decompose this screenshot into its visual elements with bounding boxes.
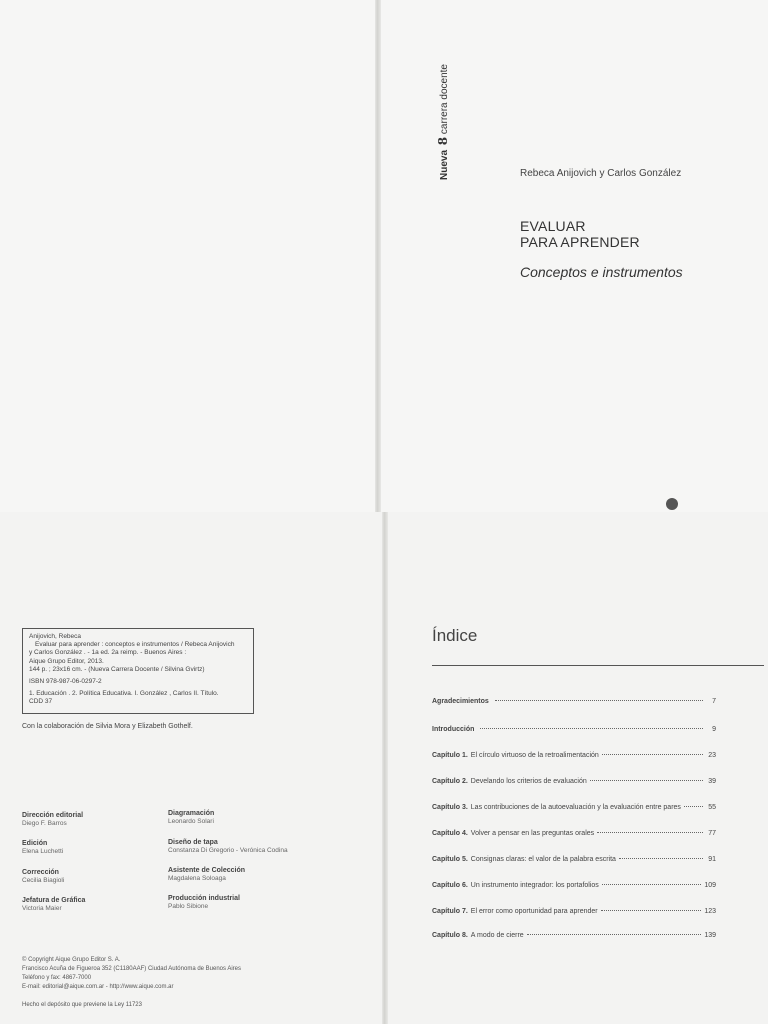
index-entry	[432, 804, 716, 811]
credit-name: Victoria Maier	[22, 905, 62, 912]
entry-leader	[597, 832, 703, 833]
entry-label: Introducción	[432, 726, 475, 733]
entry-page: 39	[708, 778, 716, 785]
entry-text: Volver a pensar en las preguntas orales	[470, 830, 595, 837]
catalog-line: 1. Educación . 2. Política Educativa. I. González , Carlos II. Título.	[29, 690, 219, 698]
index-rule	[432, 665, 764, 666]
entry-leader	[602, 884, 702, 885]
credit-role: Corrección	[22, 869, 59, 876]
entry-text: Develando los criterios de evaluación	[470, 778, 587, 785]
credit-name: Cecilia Biagioli	[22, 877, 65, 884]
credit-edition	[22, 840, 63, 856]
legal-line: © Copyright Aique Grupo Editor S. A.	[22, 957, 121, 963]
entry-text: Un instrumento integrador: los portafolios	[470, 882, 599, 889]
entry-leader	[601, 910, 702, 911]
catalog-card	[22, 628, 254, 714]
index-entry	[432, 752, 716, 759]
catalog-line: 144 p. ; 23x16 cm. - (Nueva Carrera Docente / Silvina Gvirtz)	[29, 665, 205, 673]
entry-page: 91	[708, 856, 716, 863]
entry-leader	[527, 934, 702, 935]
series-name	[436, 30, 454, 180]
credit-role: Edición	[22, 840, 48, 847]
entry-text: Consignas claras: el valor de la palabra escrita	[470, 856, 616, 863]
book-title-line2: PARA APRENDER	[520, 234, 640, 250]
credit-role: Producción industrial	[168, 895, 240, 902]
credit-cover-design	[168, 839, 288, 855]
index-entry	[432, 830, 716, 837]
credit-graphics-lead	[22, 897, 85, 913]
series-label: carrera docente	[439, 64, 450, 135]
credit-name: Diego F. Barros	[22, 820, 67, 827]
series-word: Nueva	[439, 149, 450, 180]
legal-line: E-mail: editorial@aique.com.ar - http://www.aique.com.ar	[22, 984, 174, 990]
index-entry	[432, 932, 716, 939]
series-symbol: 8	[436, 136, 450, 146]
entry-label: Capítulo 3.	[432, 804, 468, 811]
legal-line: Hecho el depósito que previene la Ley 11723	[22, 1002, 142, 1008]
entry-page: 123	[704, 908, 716, 915]
entry-text: A modo de cierre	[470, 932, 524, 939]
entry-page: 55	[708, 804, 716, 811]
entry-leader	[684, 806, 703, 807]
credit-role: Dirección editorial	[22, 812, 84, 819]
copyright-block	[22, 956, 241, 1010]
index-entry	[432, 856, 716, 863]
legal-line: Francisco Acuña de Figueroa 352 (C1180AAF) Ciudad Autónoma de Buenos Aires	[22, 966, 242, 972]
page-fold	[375, 0, 381, 512]
catalog-line: Anijovich, Rebeca	[29, 633, 82, 640]
entry-page: 139	[704, 932, 716, 939]
catalog-line: Evaluar para aprender : conceptos e instrumentos / Rebeca Anijovich	[35, 641, 235, 649]
page-fold	[382, 512, 388, 1024]
entry-text: Las contribuciones de la autoevaluación y la evaluación entre pares	[470, 804, 681, 811]
entry-page: 7	[712, 698, 716, 705]
credit-name: Pablo Sibione	[168, 903, 209, 910]
entry-label: Agradecimientos	[432, 698, 489, 705]
entry-page: 77	[708, 830, 716, 837]
credit-name: Constanza Di Gregorio - Verónica Codina	[168, 847, 288, 854]
credit-collection-assistant	[168, 867, 245, 883]
index-entry	[432, 778, 716, 785]
credit-name: Elena Luchetti	[22, 848, 64, 855]
credit-proofreading	[22, 869, 64, 885]
index-entry	[432, 908, 716, 915]
index-entry	[432, 698, 716, 705]
catalog-isbn: ISBN 978-987-06-0297-2	[29, 678, 102, 686]
entry-text: El error como oportunidad para aprender	[470, 908, 598, 915]
entry-label: Capítulo 8.	[432, 932, 468, 939]
catalog-line: CDD 37	[29, 698, 53, 706]
credit-role: Asistente de Colección	[168, 867, 246, 874]
entry-label: Capítulo 1.	[432, 752, 468, 759]
entry-text: El círculo virtuoso de la retroalimentación	[470, 752, 599, 759]
credit-name: Leonardo Solari	[168, 818, 214, 825]
entry-label: Capítulo 7.	[432, 908, 468, 915]
entry-leader	[480, 728, 703, 729]
credit-industrial-production	[168, 895, 240, 911]
catalog-line: y Carlos González . - 1a ed. 2a reimp. - Buenos Aires :	[29, 649, 187, 657]
credit-name: Magdalena Soloaga	[168, 875, 226, 882]
entry-label: Capítulo 2.	[432, 778, 468, 785]
entry-page: 109	[704, 882, 716, 889]
credits-index-spread	[0, 512, 768, 1024]
credit-editorial-direction	[22, 812, 83, 828]
credit-role: Diseño de tapa	[168, 839, 218, 846]
book-title-line1: EVALUAR	[520, 218, 586, 234]
entry-label: Capítulo 4.	[432, 830, 468, 837]
credit-role: Diagramación	[168, 810, 215, 817]
legal-line: Teléfono y fax: 4867-7000	[22, 975, 92, 981]
entry-page: 9	[712, 726, 716, 733]
index-entry	[432, 882, 716, 889]
entry-leader	[590, 780, 703, 781]
catalog-line: Aique Grupo Editor, 2013.	[29, 657, 104, 665]
entry-leader	[495, 700, 703, 701]
entry-label: Capítulo 6.	[432, 882, 468, 889]
entry-leader	[619, 858, 703, 859]
logo-mark-icon	[666, 498, 678, 510]
collaboration-note: Con la colaboración de Silvia Mora y Elizabeth Gothelf.	[22, 723, 193, 730]
authors: Rebeca Anijovich y Carlos González	[520, 168, 682, 179]
entry-label: Capítulo 5.	[432, 856, 468, 863]
entry-page: 23	[708, 752, 716, 759]
entry-leader	[602, 754, 703, 755]
book-subtitle: Conceptos e instrumentos	[520, 264, 683, 280]
credit-layout	[168, 810, 214, 826]
index-entry	[432, 726, 716, 733]
index-title: Índice	[432, 626, 478, 645]
credit-role: Jefatura de Gráfica	[22, 897, 86, 904]
